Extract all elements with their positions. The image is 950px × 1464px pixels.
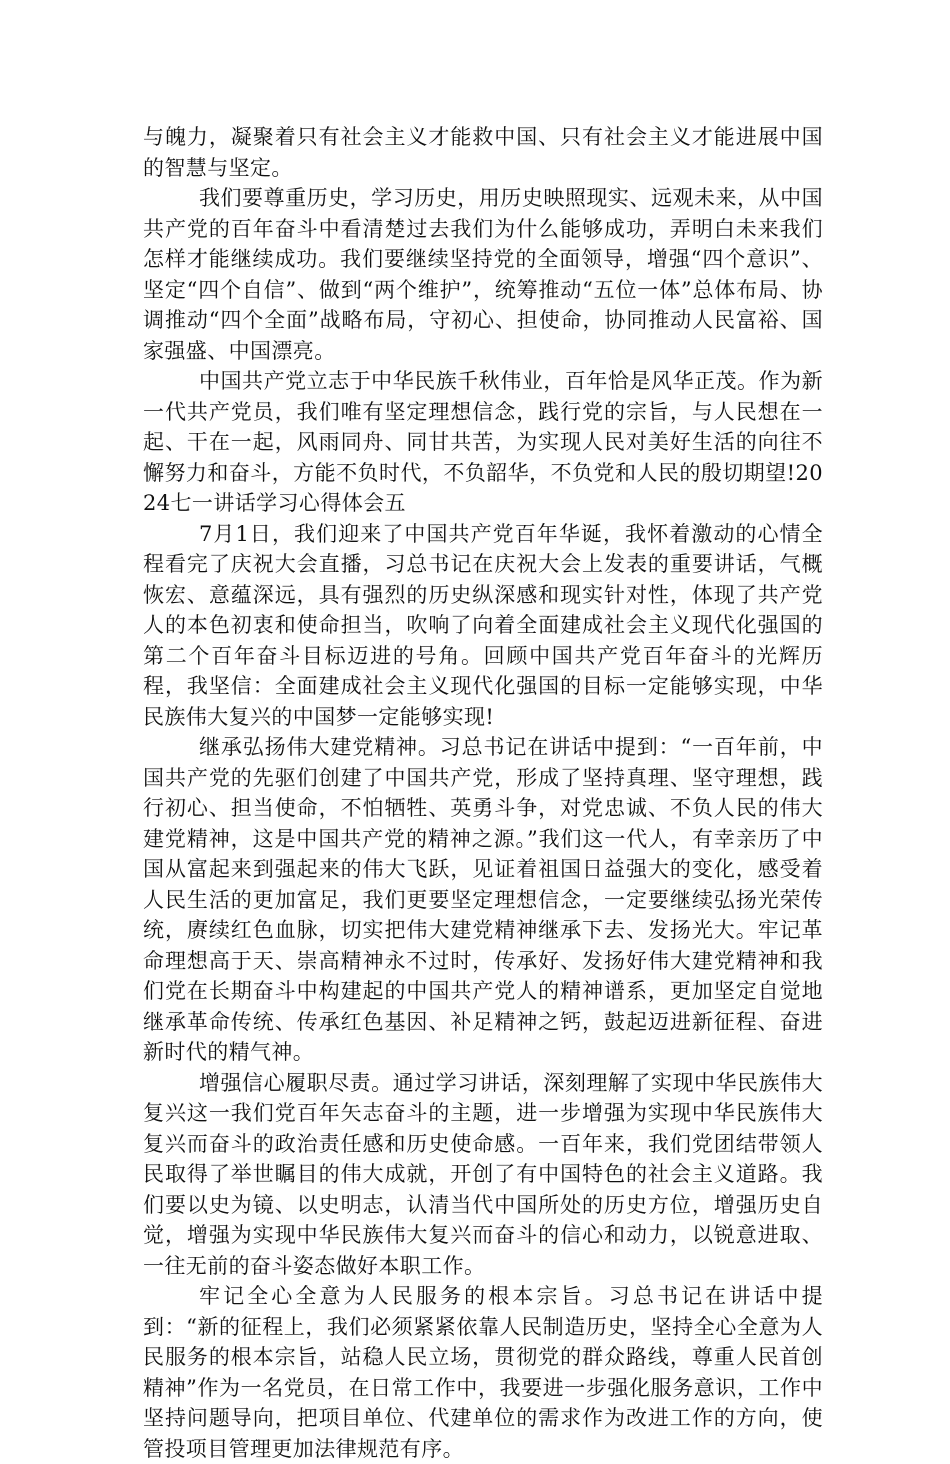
document-body: [143, 122, 823, 1464]
paragraph-party-spirit: 继承弘扬伟大建党精神。习总书记在讲话中提到：“一百年前，中国共产党的先驱们创建了中国共产党，形成了坚持真理、坚守理想，践行初心、担当使命，不怕牺牲、英勇斗争，对党忠诚、不负人民的伟大建党精神，这是中国共产党的精神之源。”我们这一代人，有幸亲历了中国从富起来到强起来的伟大飞跃，见证着祖国日益强大的变化，感受着人民生活的更加富足，我们更要坚定理想信念，一定要继续弘扬光荣传统，赓续红色血脉，切实把伟大建党精神继承下去、发扬光大。牢记革命理想高于天、崇高精神永不过时，传承好、发扬好伟大建党精神和我们党在长期奋斗中构建起的中国共产党人的精神谱系，更加坚定自觉地继承革命传统、传承红色基因、补足精神之钙，鼓起迈进新征程、奋进新时代的精气神。: [143, 735, 823, 1064]
paragraph-july-first: 7月1日，我们迎来了中国共产党百年华诞，我怀着激动的心情全程看完了庆祝大会直播，习总书记在庆祝大会上发表的重要讲话，气概恢宏、意蕴深远，具有强烈的历史纵深感和现实针对性，体现了共产党人的本色初衷和使命担当，吹响了向着全面建成社会主义现代化强国的第二个百年奋斗目标迈进的号角。回顾中国共产党百年奋斗的光辉历程，我坚信：全面建成社会主义现代化强国的目标一定能够实现，中华民族伟大复兴的中国梦一定能够实现!: [143, 521, 823, 729]
paragraph-serve-people: 牢记全心全意为人民服务的根本宗旨。习总书记在讲话中提到：“新的征程上，我们必须紧紧依靠人民制造历史，坚持全心全意为人民服务的根本宗旨，站稳人民立场，贯彻党的群众路线，尊重人民首创精神”作为一名党员，在日常工作中，我要进一步强化服务意识，工作中坚持问题导向，把项目单位、代建单位的需求作为改进工作的方向，使管投项目管理更加法律规范有序。: [143, 1284, 823, 1461]
paragraph-respect-history: 我们要尊重历史，学习历史，用历史映照现实、远观未来，从中国共产党的百年奋斗中看清楚过去我们为什么能够成功，弄明白未来我们怎样才能继续成功。我们要继续坚持党的全面领导，增强“四个意识”、坚定“四个自信”、做到“两个维护”，统筹推动“五位一体”总体布局、协调推动“四个全面”战略布局，守初心、担使命，协同推动人民富裕、国家强盛、中国漂亮。: [143, 186, 823, 363]
paragraph-party-ambition: 中国共产党立志于中华民族千秋伟业，百年恰是风华正茂。作为新一代共产党员，我们唯有坚定理想信念，践行党的宗旨，与人民想在一起、干在一起，风雨同舟、同甘共苦，为实现人民对美好生活的向往不懈努力和奋斗，方能不负时代，不负韶华，不负党和人民的殷切期望!2024七一讲话学习心得体会五: [143, 369, 823, 515]
paragraph-confidence-duty: 增强信心履职尽责。通过学习讲话，深刻理解了实现中华民族伟大复兴这一我们党百年矢志奋斗的主题，进一步增强为实现中华民族伟大复兴而奋斗的政治责任感和历史使命感。一百年来，我们党团结带领人民取得了举世瞩目的伟大成就，开创了有中国特色的社会主义道路。我们要以史为镜、以史明志，认清当代中国所处的历史方位，增强历史自觉，增强为实现中华民族伟大复兴而奋斗的信心和动力，以锐意进取、一往无前的奋斗姿态做好本职工作。: [143, 1070, 823, 1278]
paragraph-continuation: 与魄力，凝聚着只有社会主义才能救中国、只有社会主义才能进展中国的智慧与坚定。: [143, 125, 823, 180]
